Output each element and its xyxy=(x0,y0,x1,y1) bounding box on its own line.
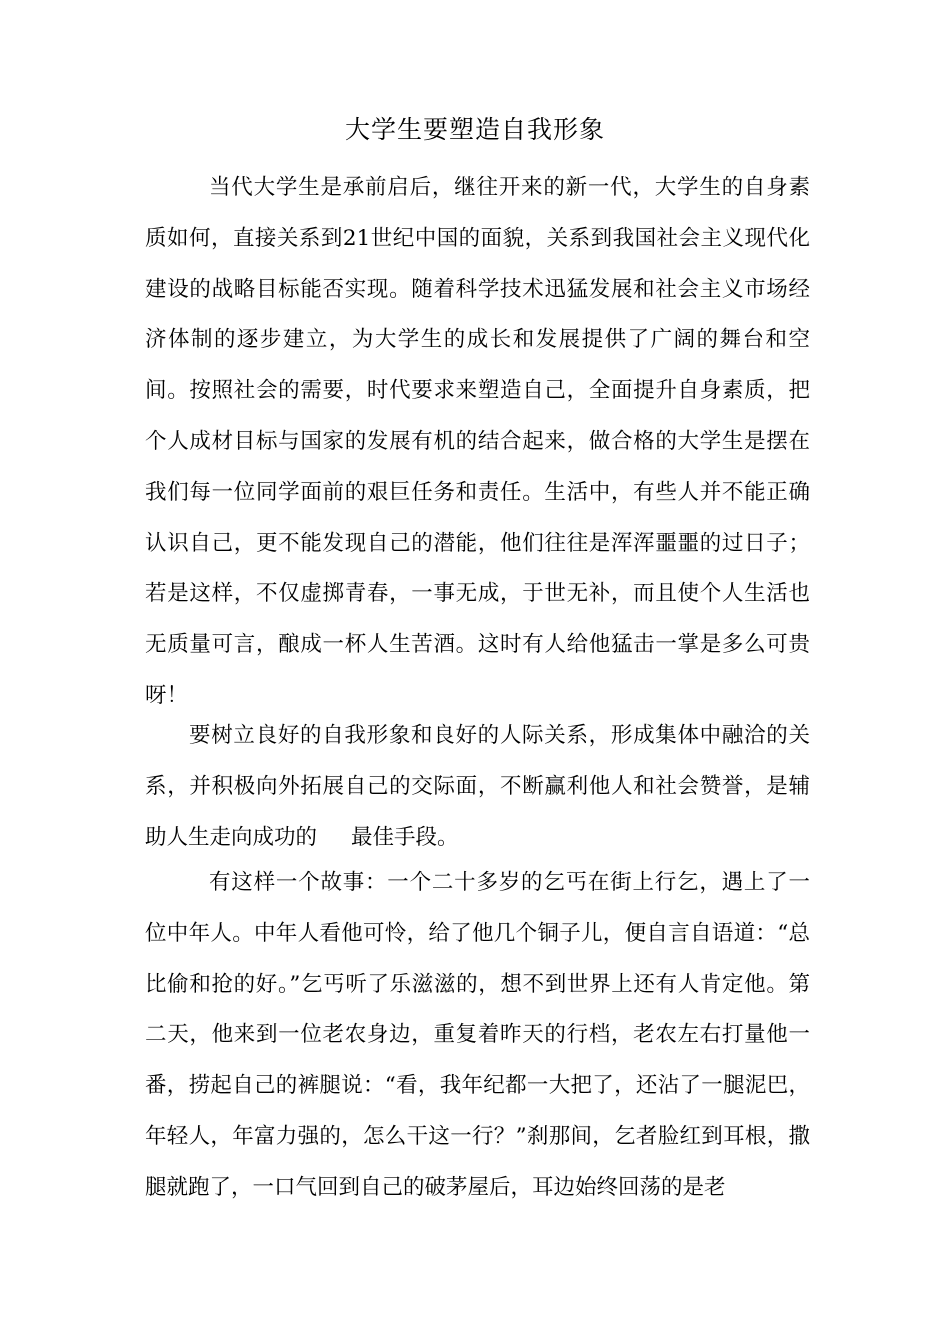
paragraph-2-part-2: 最佳手段。 xyxy=(351,824,459,850)
paragraph-2 xyxy=(145,711,810,863)
paragraph-1: 当代大学生是承前启后，继往开来的新一代，大学生的自身素质如何，直接关系到21世纪中国的面貌，关系到我国社会主义现代化建设的战略目标能否实现。随着科学技术迅猛发展和社会主义市场经济体制的逐步建立，为大学生的成长和发展提供了广阔的舞台和空间。按照社会的需要，时代要求来塑造自己，全面提升自身素质，把个人成材目标与国家的发展有机的结合起来，做合格的大学生是摆在我们每一位同学面前的艰巨任务和责任。生活中，有些人并不能正确认识自己，更不能发现自己的潜能，他们往往是浑浑噩噩的过日子；若是这样，不仅虚掷青春，一事无成，于世无补，而且使个人生活也无质量可言，酿成一杯人生苦酒。这时有人给他猛击一掌是多么可贵呀！ xyxy=(145,175,810,708)
paragraph-3: 有这样一个故事：一个二十多岁的乞丐在街上行乞，遇上了一位中年人。中年人看他可怜，给了他几个铜子儿，便自言自语道：“总比偷和抢的好。”乞丐听了乐滋滋的，想不到世界上还有人肯定他。第二天，他来到一位老农身边，重复着昨天的行档，老农左右打量他一番，捞起自己的裤腿说：“看，我年纪都一大把了，还沾了一腿泥巴，年轻人，年富力强的，怎么干这一行？”刹那间，乞者脸红到耳根，撒腿就跑了，一口气回到自己的破茅屋后，耳边始终回荡的是老 xyxy=(145,870,810,1200)
paragraph-2-part-1: 要树立良好的自我形象和良好的人际关系，形成集体中融洽的关系，并积极向外拓展自己的交际面，不断赢利他人和社会赞誉，是辅助人生走向成功的 xyxy=(145,723,810,850)
document-title: 大学生要塑造自我形象 xyxy=(344,115,605,144)
